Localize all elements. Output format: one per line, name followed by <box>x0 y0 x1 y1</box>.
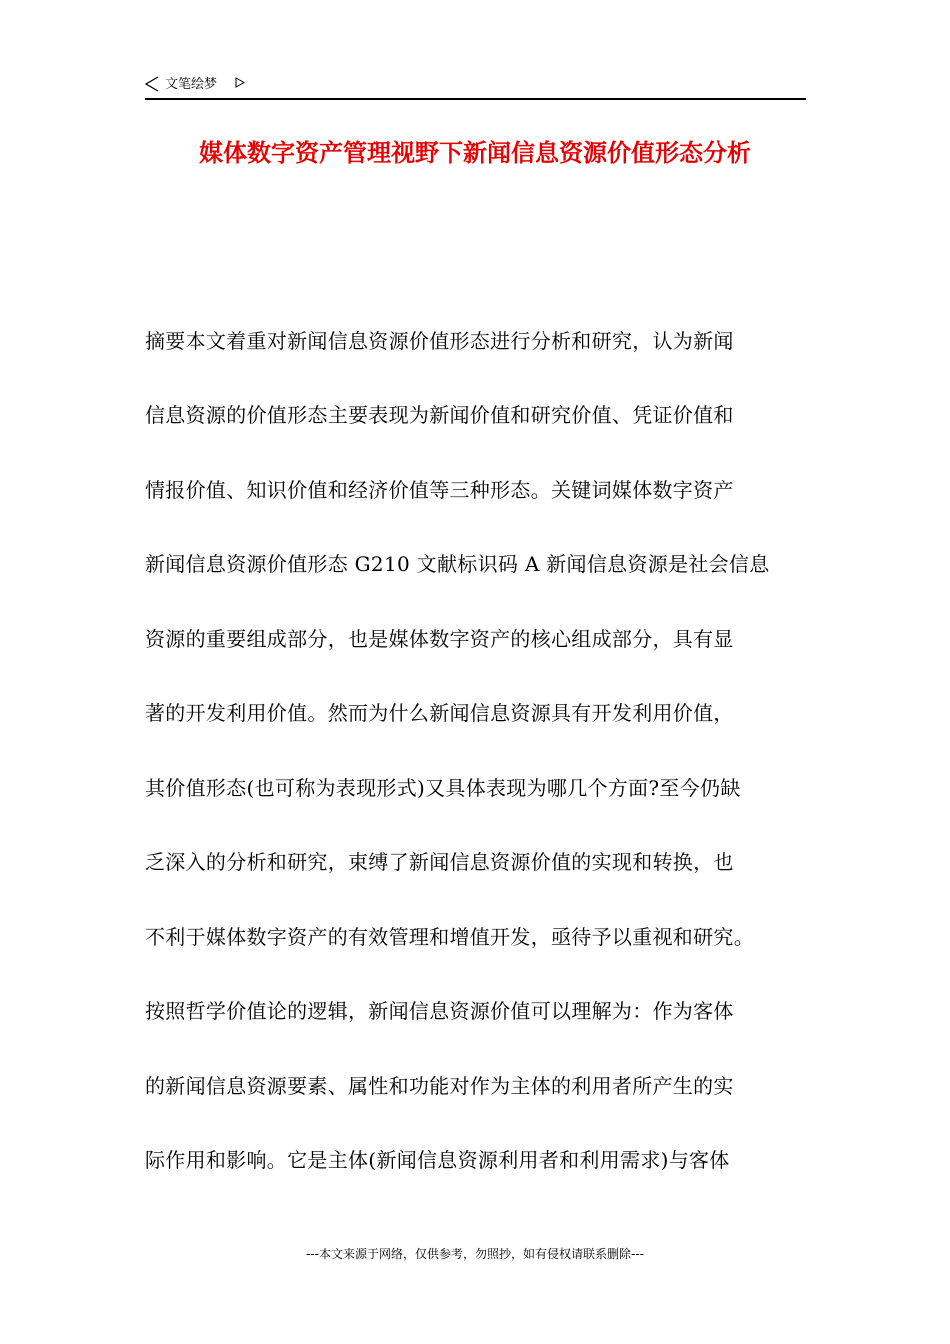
body-line-10: 按照哲学价值论的逻辑，新闻信息资源价值可以理解为：作为客体 <box>145 999 734 1023</box>
right-triangle-icon <box>235 77 245 88</box>
body-line-6: 著的开发利用价值。然而为什么新闻信息资源具有开发利用价值， <box>145 701 734 725</box>
document-title: 媒体数字资产管理视野下新闻信息资源价值形态分析 <box>199 138 751 167</box>
left-triangle-icon <box>145 76 159 92</box>
header-brand: 文笔绘梦 <box>165 77 218 92</box>
body-line-2: 信息资源的价值形态主要表现为新闻价值和研究价值、凭证价值和 <box>145 403 734 427</box>
body-line-5: 资源的重要组成部分，也是媒体数字资产的核心组成部分，具有显 <box>145 627 734 651</box>
body-line-8: 乏深入的分析和研究，束缚了新闻信息资源价值的实现和转换，也 <box>145 850 734 874</box>
body-line-4: 新闻信息资源价值形态 G210 文献标识码 A 新闻信息资源是社会信息 <box>145 552 770 576</box>
page-header <box>145 74 806 100</box>
body-line-3: 情报价值、知识价值和经济价值等三种形态。关键词媒体数字资产 <box>145 478 734 502</box>
body-line-12: 际作用和影响。它是主体(新闻信息资源利用者和利用需求)与客体 <box>145 1148 730 1172</box>
body-line-7: 其价值形态(也可称为表现形式)又具体表现为哪几个方面?至今仍缺 <box>145 776 741 800</box>
body-line-11: 的新闻信息资源要素、属性和功能对作为主体的利用者所产生的实 <box>145 1074 734 1098</box>
body-line-9: 不利于媒体数字资产的有效管理和增值开发，亟待予以重视和研究。 <box>145 925 754 949</box>
body-line-1: 摘要本文着重对新闻信息资源价值形态进行分析和研究，认为新闻 <box>145 329 734 353</box>
page-footer: ---本文来源于网络，仅供参考，勿照抄，如有侵权请联系删除--- <box>306 1247 644 1261</box>
